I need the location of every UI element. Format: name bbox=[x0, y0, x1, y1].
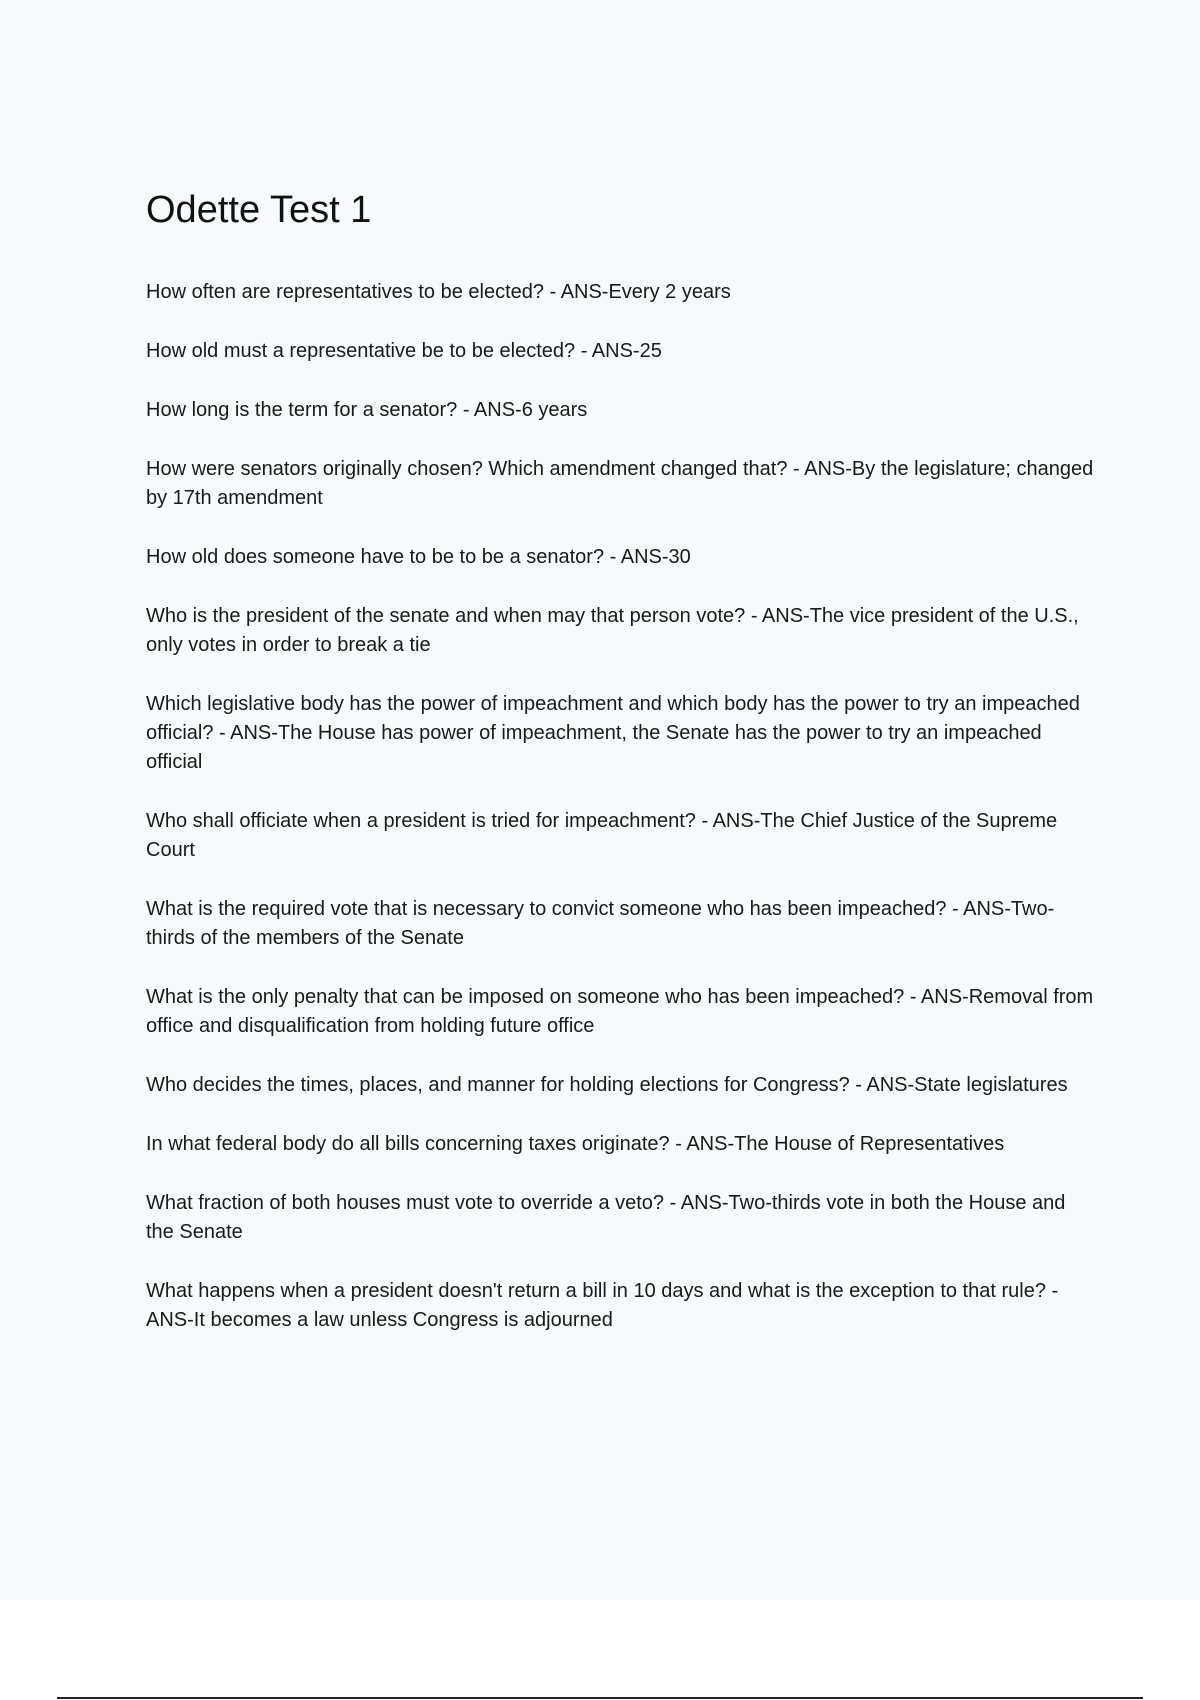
qa-item: Who shall officiate when a president is tried for impeachment? - ANS-The Chief Justice of the Supreme Court bbox=[146, 810, 1058, 861]
qa-item: How long is the term for a senator? - ANS-6 years bbox=[146, 399, 588, 421]
qa-item: What is the required vote that is necessary to convict someone who has been impeached? - ANS-Two-thirds of the members of the Senate bbox=[146, 898, 1055, 949]
qa-item: How old must a representative be to be elected? - ANS-25 bbox=[146, 340, 662, 362]
document-title: Odette Test 1 bbox=[146, 189, 372, 231]
qa-item: In what federal body do all bills concerning taxes originate? - ANS-The House of Representatives bbox=[146, 1133, 1005, 1155]
qa-item: Who is the president of the senate and when may that person vote? - ANS-The vice president of the U.S., only votes in order to break a tie bbox=[146, 605, 1079, 656]
qa-item: What fraction of both houses must vote to override a veto? - ANS-Two-thirds vote in both the House and the Senate bbox=[146, 1192, 1066, 1243]
document-content bbox=[146, 186, 1096, 1365]
qa-item: Who decides the times, places, and manner for holding elections for Congress? - ANS-State legislatures bbox=[146, 1074, 1068, 1096]
qa-item: Which legislative body has the power of impeachment and which body has the power to try an impeached official? - ANS-The House has power of impeachment, the Senate has the power to try an impeached official bbox=[146, 693, 1080, 773]
footer-divider bbox=[57, 1697, 1143, 1699]
qa-item: What is the only penalty that can be imposed on someone who has been impeached? - ANS-Removal from office and disqualification from holding future office bbox=[146, 986, 1094, 1037]
qa-item: How old does someone have to be to be a senator? - ANS-30 bbox=[146, 546, 691, 568]
qa-item: How were senators originally chosen? Which amendment changed that? - ANS-By the legislature; changed by 17th amendment bbox=[146, 458, 1094, 509]
qa-item: What happens when a president doesn't return a bill in 10 days and what is the exception to that rule? - ANS-It becomes a law unless Congress is adjourned bbox=[146, 1280, 1059, 1331]
qa-item: How often are representatives to be elected? - ANS-Every 2 years bbox=[146, 281, 731, 303]
qa-list bbox=[146, 278, 1096, 1335]
